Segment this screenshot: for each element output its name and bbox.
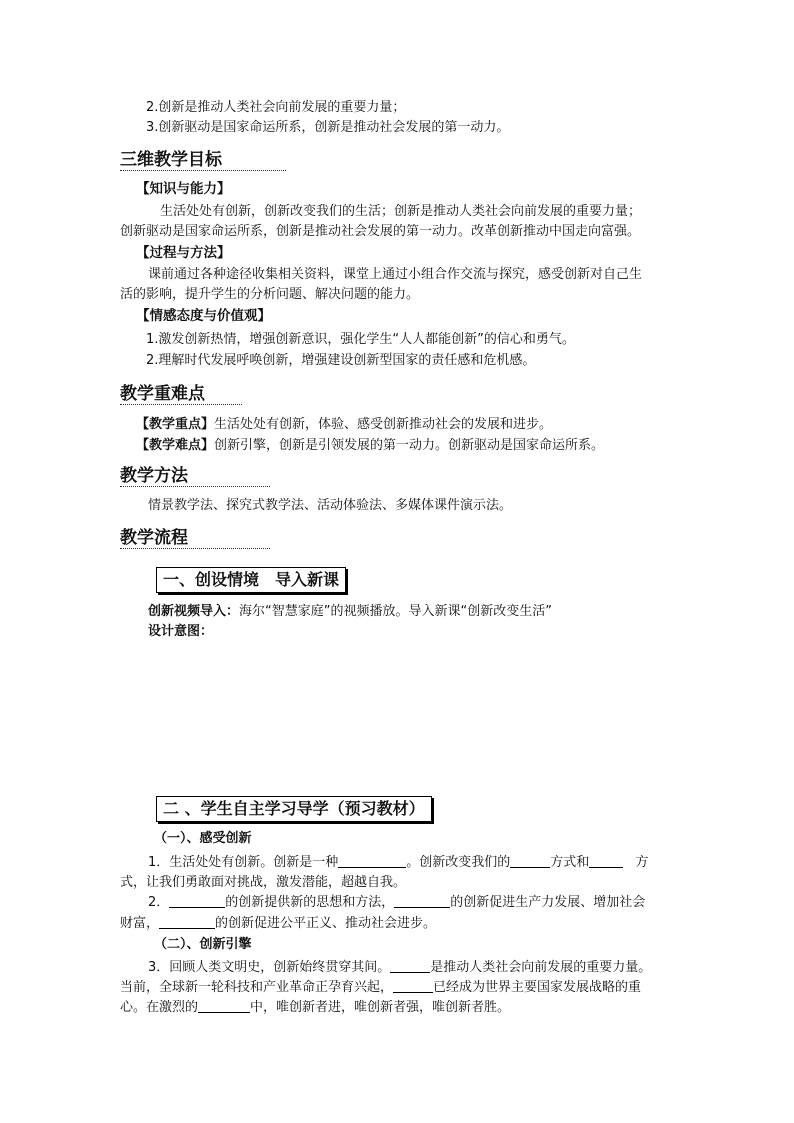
q1-line-1 xyxy=(148,853,648,872)
q3-line-3 xyxy=(120,998,510,1017)
q2-text-a: 2． xyxy=(148,895,170,910)
methods-heading xyxy=(120,465,188,487)
q3-blank-3[interactable] xyxy=(198,998,250,1013)
key-points-heading-text: 教学重难点 xyxy=(120,384,205,404)
q1-text-c: 方式和 xyxy=(550,855,590,870)
q3-text-f: 中，唯创新者进，唯创新者强，唯创新者胜。 xyxy=(250,1000,511,1015)
key-points-heading xyxy=(120,383,205,405)
intro-line-2: 2.创新是推动人类社会向前发展的重要力量； xyxy=(146,100,406,115)
process-title: 【过程与方法】 xyxy=(136,245,231,261)
emotion-line-2: 2.理解时代发展呼唤创新，增强建设创新型国家的责任感和危机感。 xyxy=(146,353,536,368)
q1-line-2: 式，让我们勇敢面对挑战，激发潜能，超越自我。 xyxy=(120,875,407,890)
q3-blank-2[interactable] xyxy=(393,978,433,993)
focus-label: 【教学重点】 xyxy=(136,417,215,432)
q1-text-d: 方 xyxy=(635,855,649,870)
difficulty-text: 创新引擎，创新是引领发展的第一动力。创新驱动是国家命运所系。 xyxy=(214,438,605,453)
difficulty-label: 【教学难点】 xyxy=(136,438,215,453)
q3-line-1 xyxy=(148,958,651,977)
q3-text-d: 已经成为世界主要国家发展战略的重 xyxy=(433,980,642,995)
design-label: 设计意图： xyxy=(148,624,214,639)
goals-heading xyxy=(120,149,222,171)
q2-line-1 xyxy=(148,893,645,912)
emotion-line-1: 1.激发创新热情，增强创新意识，强化学生“人人都能创新”的信心和勇气。 xyxy=(146,332,575,347)
flow-heading xyxy=(120,527,188,549)
video-text: 海尔“智慧家庭”的视频播放。导入新课“创新改变生活” xyxy=(239,604,552,619)
part2-title: （二）、创新引擎 xyxy=(154,937,252,952)
q3-text-c: 当前，全球新一轮科技和产业革命正孕育兴起， xyxy=(120,980,394,995)
q2-text-d: 财富， xyxy=(120,916,160,931)
q1-text-b: 。创新改变我们的 xyxy=(406,855,511,870)
q1-blank-1[interactable] xyxy=(338,853,406,868)
methods-text: 情景教学法、探究式教学法、活动体验法、多媒体课件演示法。 xyxy=(148,498,513,513)
process-line-2: 活的影响，提升学生的分析问题、解决问题的能力。 xyxy=(120,287,420,302)
part1-title: （一）、感受创新 xyxy=(154,831,252,846)
methods-heading-text: 教学方法 xyxy=(120,466,188,486)
intro-line-3: 3.创新驱动是国家命运所系，创新是推动社会发展的第一动力。 xyxy=(146,120,510,135)
heading-underline xyxy=(120,548,270,549)
section1-title: 一、创设情境 导入新课 xyxy=(156,567,346,593)
heading-underline xyxy=(120,486,270,487)
video-line xyxy=(148,603,552,621)
knowledge-line-2: 创新驱动是国家命运所系，创新是推动社会发展的第一动力。改革创新推动中国走向富强。 xyxy=(120,224,641,239)
process-line-1: 课前通过各种途径收集相关资料，课堂上通过小组合作交流与探究，感受创新对自己生 xyxy=(148,267,643,282)
knowledge-line-1: 生活处处有创新，创新改变我们的生活；创新是推动人类社会向前发展的重要力量； xyxy=(160,204,642,219)
q1-blank-2[interactable] xyxy=(510,853,550,868)
q3-text-b: 是推动人类社会向前发展的重要力量。 xyxy=(430,960,652,975)
q3-text-a: 3．回顾人类文明史，创新始终贯穿其间。 xyxy=(148,960,391,975)
q1-blank-3[interactable] xyxy=(589,853,623,868)
emotion-title: 【情感态度与价值观】 xyxy=(136,308,271,324)
q2-blank-2[interactable] xyxy=(394,893,450,908)
q2-blank-3[interactable] xyxy=(159,914,215,929)
flow-heading-text: 教学流程 xyxy=(120,528,188,548)
difficulty-line xyxy=(136,437,604,455)
q2-blank-1[interactable] xyxy=(169,893,225,908)
q1-text-a: 1．生活处处有创新。创新是一种 xyxy=(148,855,339,870)
q3-line-2 xyxy=(120,978,641,997)
q2-text-b: 的创新提供新的思想和方法， xyxy=(225,895,395,910)
heading-underline xyxy=(120,170,286,171)
focus-text: 生活处处有创新，体验、感受创新推动社会的发展和进步。 xyxy=(214,417,553,432)
goals-heading-text: 三维教学目标 xyxy=(120,150,222,170)
video-label: 创新视频导入： xyxy=(148,604,240,619)
q2-text-c: 的创新促进生产力发展、增加社会 xyxy=(450,895,646,910)
focus-line xyxy=(136,416,552,434)
q3-blank-1[interactable] xyxy=(390,958,430,973)
q3-text-e: 心。在激烈的 xyxy=(120,1000,199,1015)
q2-line-2 xyxy=(120,914,436,933)
heading-underline xyxy=(120,404,242,405)
q2-text-e: 的创新促进公平正义、推动社会进步。 xyxy=(215,916,437,931)
knowledge-title: 【知识与能力】 xyxy=(136,181,231,197)
section2-title: 二 、学生自主学习导学（预习教材） xyxy=(156,796,432,822)
